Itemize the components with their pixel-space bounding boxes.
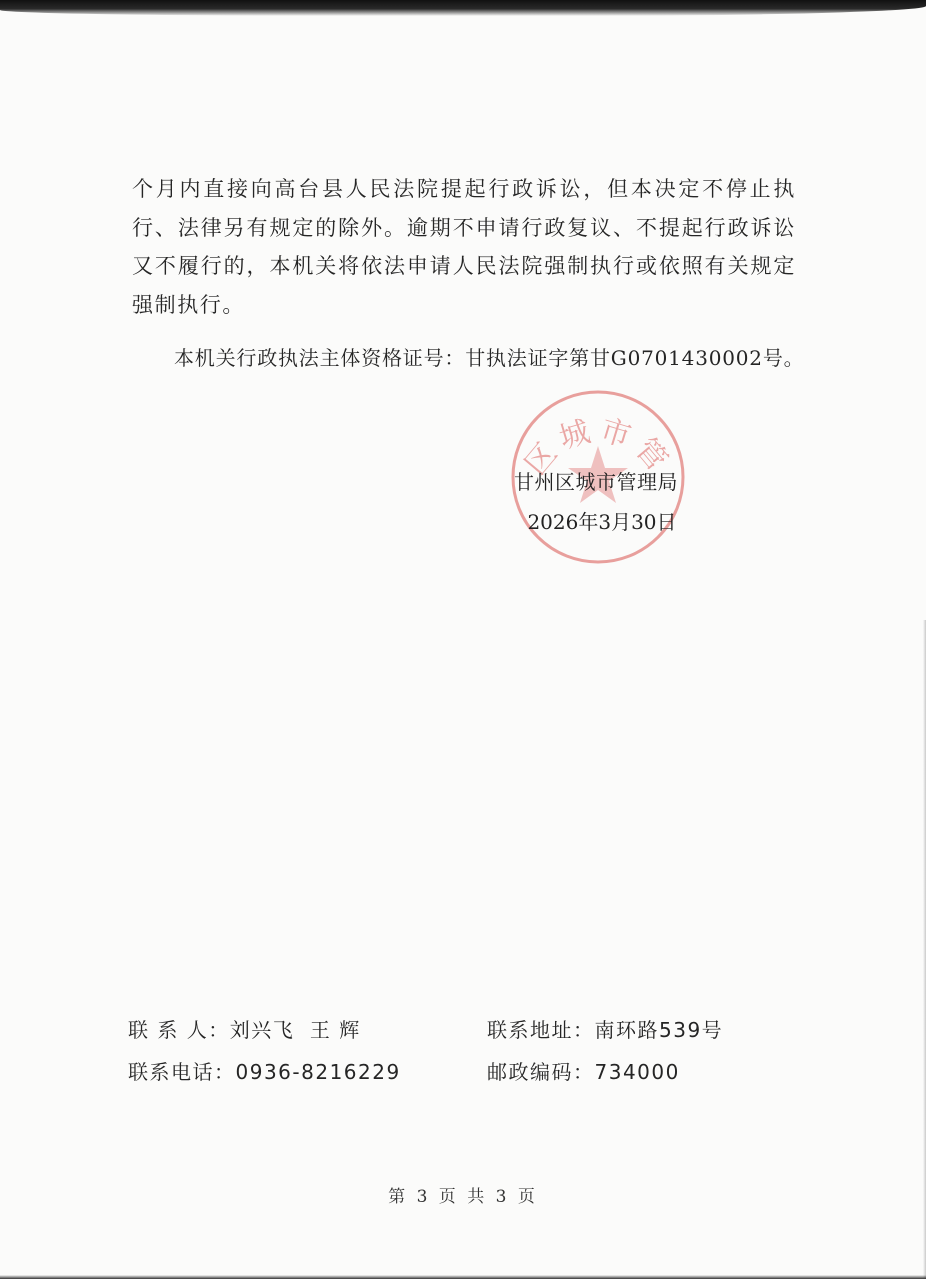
contact-phone-label: 联系电话： — [128, 1060, 236, 1084]
scan-edge-top — [0, 0, 926, 16]
scan-edge-bottom — [0, 1275, 926, 1279]
contact-address-label: 联系地址： — [487, 1018, 595, 1042]
contact-phone — [128, 1056, 401, 1085]
contact-postcode — [487, 1056, 680, 1085]
contact-address — [487, 1014, 723, 1043]
contact-person-value: 刘兴飞 王 辉 — [229, 1018, 361, 1042]
contact-person — [128, 1014, 361, 1043]
contact-postcode-label: 邮政编码： — [487, 1060, 595, 1084]
cert-line: 本机关行政执法主体资格证号：甘执法证字第甘G0701430002号。 — [174, 346, 805, 370]
contact-address-value: 南环路539号 — [594, 1018, 724, 1042]
seal-text: 区城市管 — [518, 412, 678, 483]
body-paragraph: 个月内直接向高台县人民法院提起行政诉讼，但本决定不停止执行、法律另有规定的除外。逾期不申请行政复议、不提起行政诉讼又不履行的，本机关将依法申请人民法院强制执行或依照有关规定强制执行。 — [132, 177, 796, 317]
contact-person-label: 联 系 人： — [128, 1018, 230, 1042]
contact-postcode-value: 734000 — [594, 1060, 680, 1084]
issuer-name: 甘州区城市管理局 — [514, 470, 678, 494]
contact-phone-value: 0936-8216229 — [235, 1060, 401, 1084]
page-indicator: 第 3 页 共 3 页 — [388, 1187, 538, 1207]
issue-date: 2026年3月30日 — [527, 510, 677, 534]
